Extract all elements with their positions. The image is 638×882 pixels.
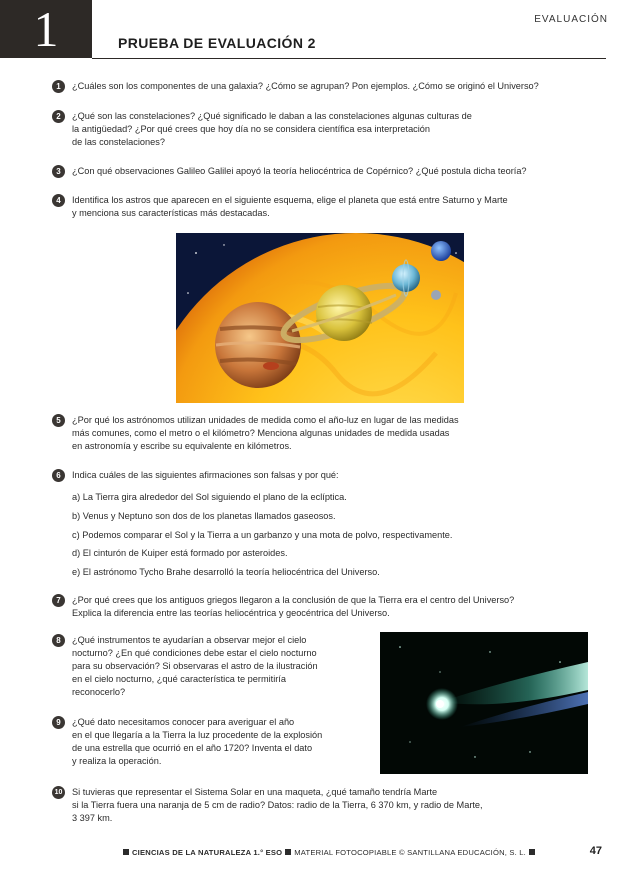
question-line: de las constelaciones? — [72, 137, 165, 147]
square-bullet-icon — [529, 849, 535, 855]
question-number: 7 — [52, 594, 65, 607]
question-number: 2 — [52, 110, 65, 123]
question-line: ¿Por qué los astrónomos utilizan unidades de medida como el año-luz en lugar de las medidas — [72, 415, 459, 425]
footer-course: CIENCIAS DE LA NATURALEZA 1.° ESO — [132, 848, 283, 857]
question-line: si la Tierra fuera una naranja de 5 cm de radio? Datos: radio de la Tierra, 6 370 km, y radio de Marte, — [72, 800, 483, 810]
question-number: 10 — [52, 786, 65, 799]
saturn — [316, 285, 372, 341]
question-text — [72, 80, 539, 93]
comet-image — [380, 632, 588, 774]
section-label: EVALUACIÓN — [534, 14, 608, 25]
question-line: ¿Cuáles son los componentes de una galaxia? ¿Cómo se agrupan? Pon ejemplos. ¿Cómo se originó el Universo? — [72, 81, 539, 91]
option-c: c) Podemos comparar el Sol y la Tierra a un garbanzo y una mota de polvo, respectivamente. — [72, 530, 453, 540]
question-line: ¿Qué son las constelaciones? ¿Qué significado le daban a las constelaciones algunas culturas de — [72, 111, 472, 121]
option-d: d) El cinturón de Kuiper está formado por asteroides. — [72, 548, 288, 558]
page-number: 47 — [589, 845, 602, 857]
question-line: para su observación? Si observaras el astro de la ilustración — [72, 661, 318, 671]
question-line: reconocerlo? — [72, 687, 126, 697]
neptune — [431, 241, 451, 261]
solar-system-illustration — [176, 233, 464, 403]
question-line: en astronomía y escribe su equivalente en kilómetros. — [72, 441, 292, 451]
option-b: b) Venus y Neptuno son dos de los planetas llamados gaseosos. — [72, 511, 336, 521]
question-line: ¿Por qué crees que los antiguos griegos llegaron a la conclusión de que la Tierra era el centro del Universo? — [72, 595, 515, 605]
question-number: 1 — [52, 80, 65, 93]
question-line: la antigüedad? ¿Por qué crees que hoy día no se considera científica esa interpretación — [72, 124, 431, 134]
question-line: en el que llegaría a la Tierra la luz procedente de la explosión — [72, 730, 323, 740]
question-line: Indica cuáles de las siguientes afirmaciones son falsas y por qué: — [72, 470, 339, 480]
question-line: nocturno? ¿En qué condiciones debe estar el cielo nocturno — [72, 648, 317, 658]
question-number: 3 — [52, 165, 65, 178]
question-number: 6 — [52, 469, 65, 482]
question-line: Si tuvieras que representar el Sistema Solar en una maqueta, ¿qué tamaño tendría Marte — [72, 787, 438, 797]
question-text — [72, 594, 514, 620]
square-bullet-icon — [285, 849, 291, 855]
question-number: 4 — [52, 194, 65, 207]
question-number: 5 — [52, 414, 65, 427]
question-text — [72, 634, 318, 699]
uranus — [392, 264, 420, 292]
question-line: más comunes, como el metro o el kilómetro? Menciona algunas unidades de medida usadas — [72, 428, 450, 438]
small-planet — [431, 290, 441, 300]
planets-image — [176, 233, 464, 403]
question-text — [72, 194, 508, 220]
question-line: y realiza la operación. — [72, 756, 162, 766]
question-text — [72, 786, 483, 825]
footer-rights: MATERIAL FOTOCOPIABLE © SANTILLANA EDUCACIÓN, S. L. — [294, 848, 526, 857]
option-a: a) La Tierra gira alrededor del Sol siguiendo el plano de la eclíptica. — [72, 492, 347, 502]
option-e: e) El astrónomo Tycho Brahe desarrolló la teoría heliocéntrica del Universo. — [72, 567, 380, 577]
question-line: y menciona sus características más destacadas. — [72, 208, 270, 218]
question-line: ¿Con qué observaciones Galileo Galilei apoyó la teoría heliocéntrica de Copérnico? ¿Qué postula dicha teoría? — [72, 166, 527, 176]
question-line: 3 397 km. — [72, 813, 113, 823]
footer — [120, 848, 538, 857]
question-text — [72, 716, 322, 768]
question-line: Identifica los astros que aparecen en el siguiente esquema, elige el planeta que está entre Saturno y Marte — [72, 195, 508, 205]
question-text — [72, 469, 339, 482]
square-bullet-icon — [123, 849, 129, 855]
question-line: ¿Qué dato necesitamos conocer para averiguar el año — [72, 717, 295, 727]
question-text — [72, 110, 472, 149]
title-rule — [92, 58, 606, 59]
question-number: 9 — [52, 716, 65, 729]
question-line: de una estrella que ocurrió en el año 1720? Inventa el dato — [72, 743, 313, 753]
question-line: en el cielo nocturno, ¿qué característica te permitiría — [72, 674, 286, 684]
unit-number: 1 — [0, 0, 92, 58]
question-text — [72, 414, 459, 453]
comet-illustration — [380, 632, 588, 774]
question-number: 8 — [52, 634, 65, 647]
question-line: ¿Qué instrumentos te ayudarían a observar mejor el cielo — [72, 635, 307, 645]
question-line: Explica la diferencia entre las teorías heliocéntrica y geocéntrica del Universo. — [72, 608, 390, 618]
question-text — [72, 165, 527, 178]
page-title: PRUEBA DE EVALUACIÓN 2 — [118, 35, 316, 51]
